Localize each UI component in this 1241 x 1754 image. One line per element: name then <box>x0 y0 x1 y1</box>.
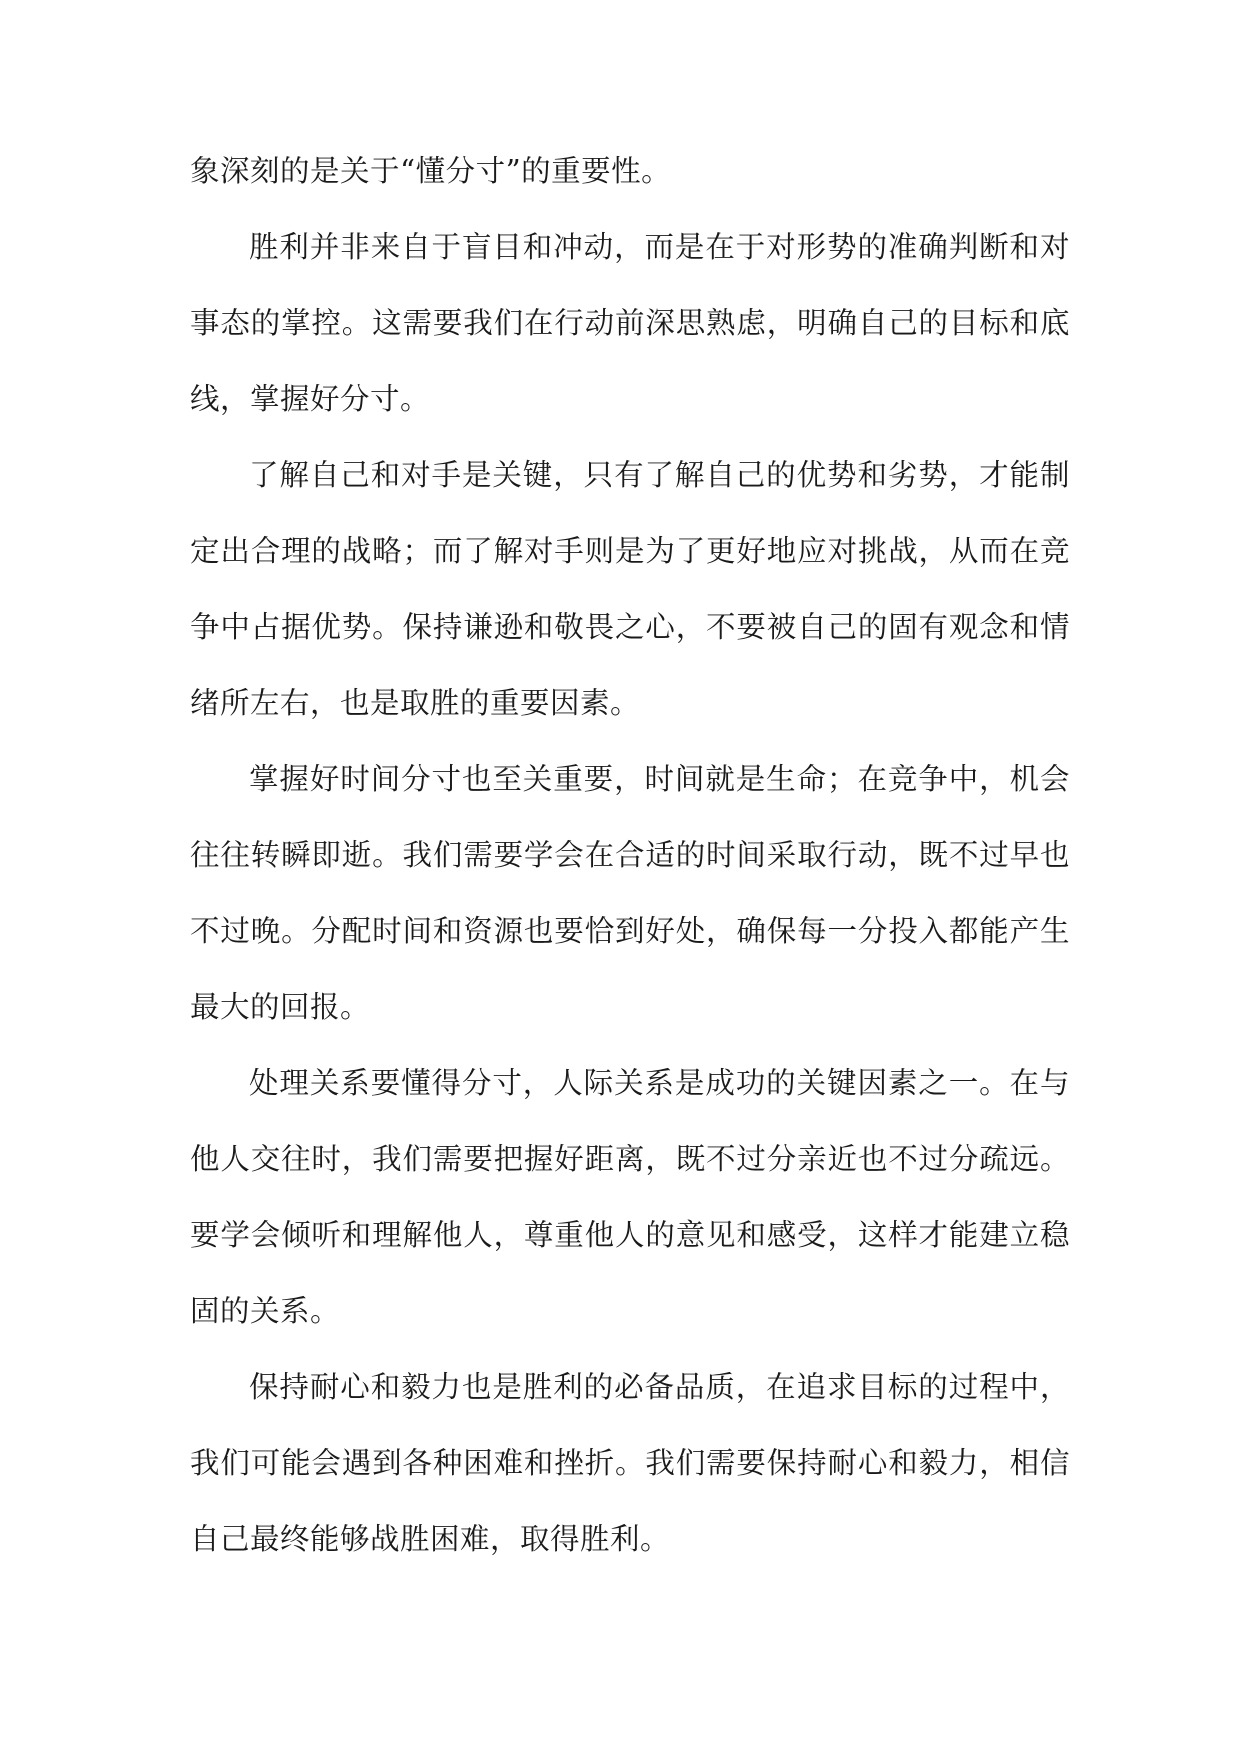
paragraph: 掌握好时间分寸也至关重要，时间就是生命；在竞争中，机会往往转瞬即逝。我们需要学会在合适的时间采取行动，既不过早也不过晚。分配时间和资源也要恰到好处，确保每一分投入都能产生最大的回报。 <box>190 762 1070 1024</box>
paragraph: 处理关系要懂得分寸，人际关系是成功的关键因素之一。在与他人交往时，我们需要把握好距离，既不过分亲近也不过分疏远。要学会倾听和理解他人，尊重他人的意见和感受，这样才能建立稳固的关系。 <box>190 1066 1070 1328</box>
document-body <box>190 133 1070 1577</box>
paragraph: 胜利并非来自于盲目和冲动，而是在于对形势的准确判断和对事态的掌控。这需要我们在行动前深思熟虑，明确自己的目标和底线，掌握好分寸。 <box>190 230 1070 416</box>
paragraph: 保持耐心和毅力也是胜利的必备品质，在追求目标的过程中，我们可能会遇到各种困难和挫折。我们需要保持耐心和毅力，相信自己最终能够战胜困难，取得胜利。 <box>190 1370 1070 1556</box>
paragraph-continued: 象深刻的是关于“懂分寸”的重要性。 <box>190 154 672 188</box>
paragraph: 了解自己和对手是关键，只有了解自己的优势和劣势，才能制定出合理的战略；而了解对手则是为了更好地应对挑战，从而在竞争中占据优势。保持谦逊和敬畏之心，不要被自己的固有观念和情绪所左右，也是取胜的重要因素。 <box>190 458 1070 720</box>
